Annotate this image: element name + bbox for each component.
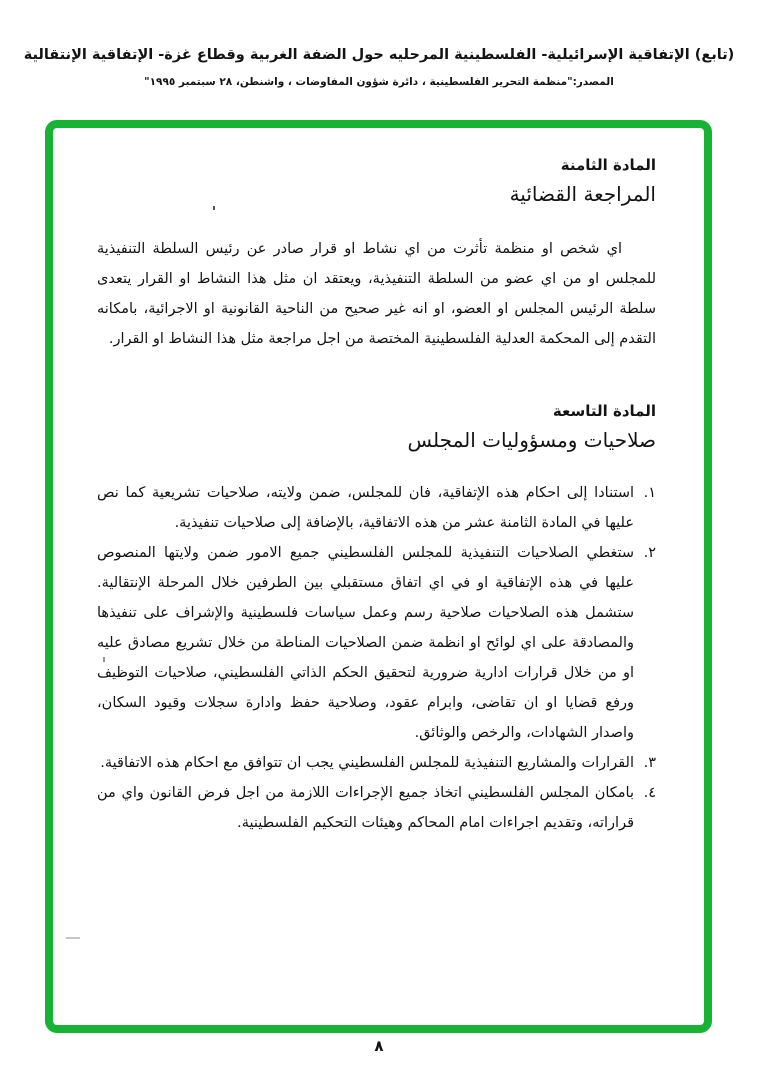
page-number: ٨ (374, 1037, 384, 1055)
article-8-section (97, 154, 656, 354)
article-8-title: المادة الثامنة (560, 156, 656, 174)
clause-text-4: بامكان المجلس الفلسطيني اتخاذ جميع الإجراءات اللازمة من اجل فرض القانون واي من قراراته، وتقديم اجراءات امام المحاكم وهيئات التحكيم الفلسطينية. (97, 785, 634, 831)
clause-item-2 (97, 538, 656, 748)
article-9-title: المادة التاسعة (552, 402, 656, 420)
article-9-clauses (97, 478, 656, 838)
clause-text-2: ستغطي الصلاحيات التنفيذية للمجلس الفلسطيني جميع الامور ضمن ولايتها المنصوص عليها في هذه الإتفاقية او في اي اتفاق مستقبلي بين الطرفين خلال المرحلة الإنتقالية. ستشمل هذه الصلاحيات صلاحية رسم وعمل سياسات فلسطينية والإشراف على تنفيذها والمصادقة على اي لوائح او انظمة ضمن الصلاحيات المناطة من خلال تشريع مصادق عليه او من خلال قرارات ادارية ضرورية لتحقيق الحكم الذاتي الفلسطيني، صلاحيات التوظيف ورفع قضايا او ان تقاضى، وابرام عقود، وصلاحية حفظ وادارة سجلات وقيود السكان، واصدار الشهادات، والرخص والوثائق. (97, 545, 634, 741)
clause-text-1: استنادا إلى احكام هذه الإتفاقية، فان للمجلس، ضمن ولايته، صلاحيات تشريعية كما نص عليها في المادة الثامنة عشر من هذه الاتفاقية، بالإضافة إلى صلاحيات تنفيذية. (97, 485, 634, 531)
scan-artifact-speck (103, 657, 105, 662)
clause-number-2: ٢. (643, 545, 656, 561)
clause-item-1 (97, 478, 656, 538)
article-8-subtitle: المراجعة القضائية (509, 182, 656, 206)
clause-number-1: ١. (643, 485, 656, 501)
clause-number-4: ٤. (643, 785, 656, 801)
article-9-subtitle: صلاحيات ومسؤوليات المجلس (407, 428, 656, 452)
document-header (0, 44, 758, 88)
clause-text-3: القرارات والمشاريع التنفيذية للمجلس الفلسطيني يجب ان تتوافق مع احكام هذه الاتفاقية. (100, 755, 634, 771)
clause-item-3 (97, 748, 656, 778)
clause-item-4 (97, 778, 656, 838)
document-source-line: المصدر:"منظمة التحرير الفلسطينية ، دائرة شؤون المفاوضات ، واشنطن، ٢٨ سبتمبر ١٩٩٥" (144, 76, 614, 88)
document-body (53, 128, 704, 1025)
document-title: (تابع) الإتفاقية الإسرائيلية- الفلسطينية المرحليه حول الضفة الغربية وقطاع غزة- الإتفاقية الإنتقالية (23, 47, 735, 63)
scan-artifact-speck (213, 206, 215, 210)
scan-artifact-dash (66, 937, 80, 939)
green-border-frame (45, 120, 712, 1033)
article-8-paragraph: اي شخص او منظمة تأثرت من اي نشاط او قرار صادر عن رئيس السلطة التنفيذية للمجلس او من اي عضو من السلطة التنفيذية، ويعتقد ان مثل هذا النشاط او القرار يتعدى سلطة الرئيس المجلس او العضو، او انه غير صحيح من الناحية القانونية او الاجرائية، بامكانه التقدم إلى المحكمة العدلية الفلسطينية المختصة من اجل مراجعة مثل هذا النشاط او القرار. (97, 241, 656, 347)
clause-number-3: ٣. (643, 755, 656, 771)
article-9-section (97, 400, 656, 838)
